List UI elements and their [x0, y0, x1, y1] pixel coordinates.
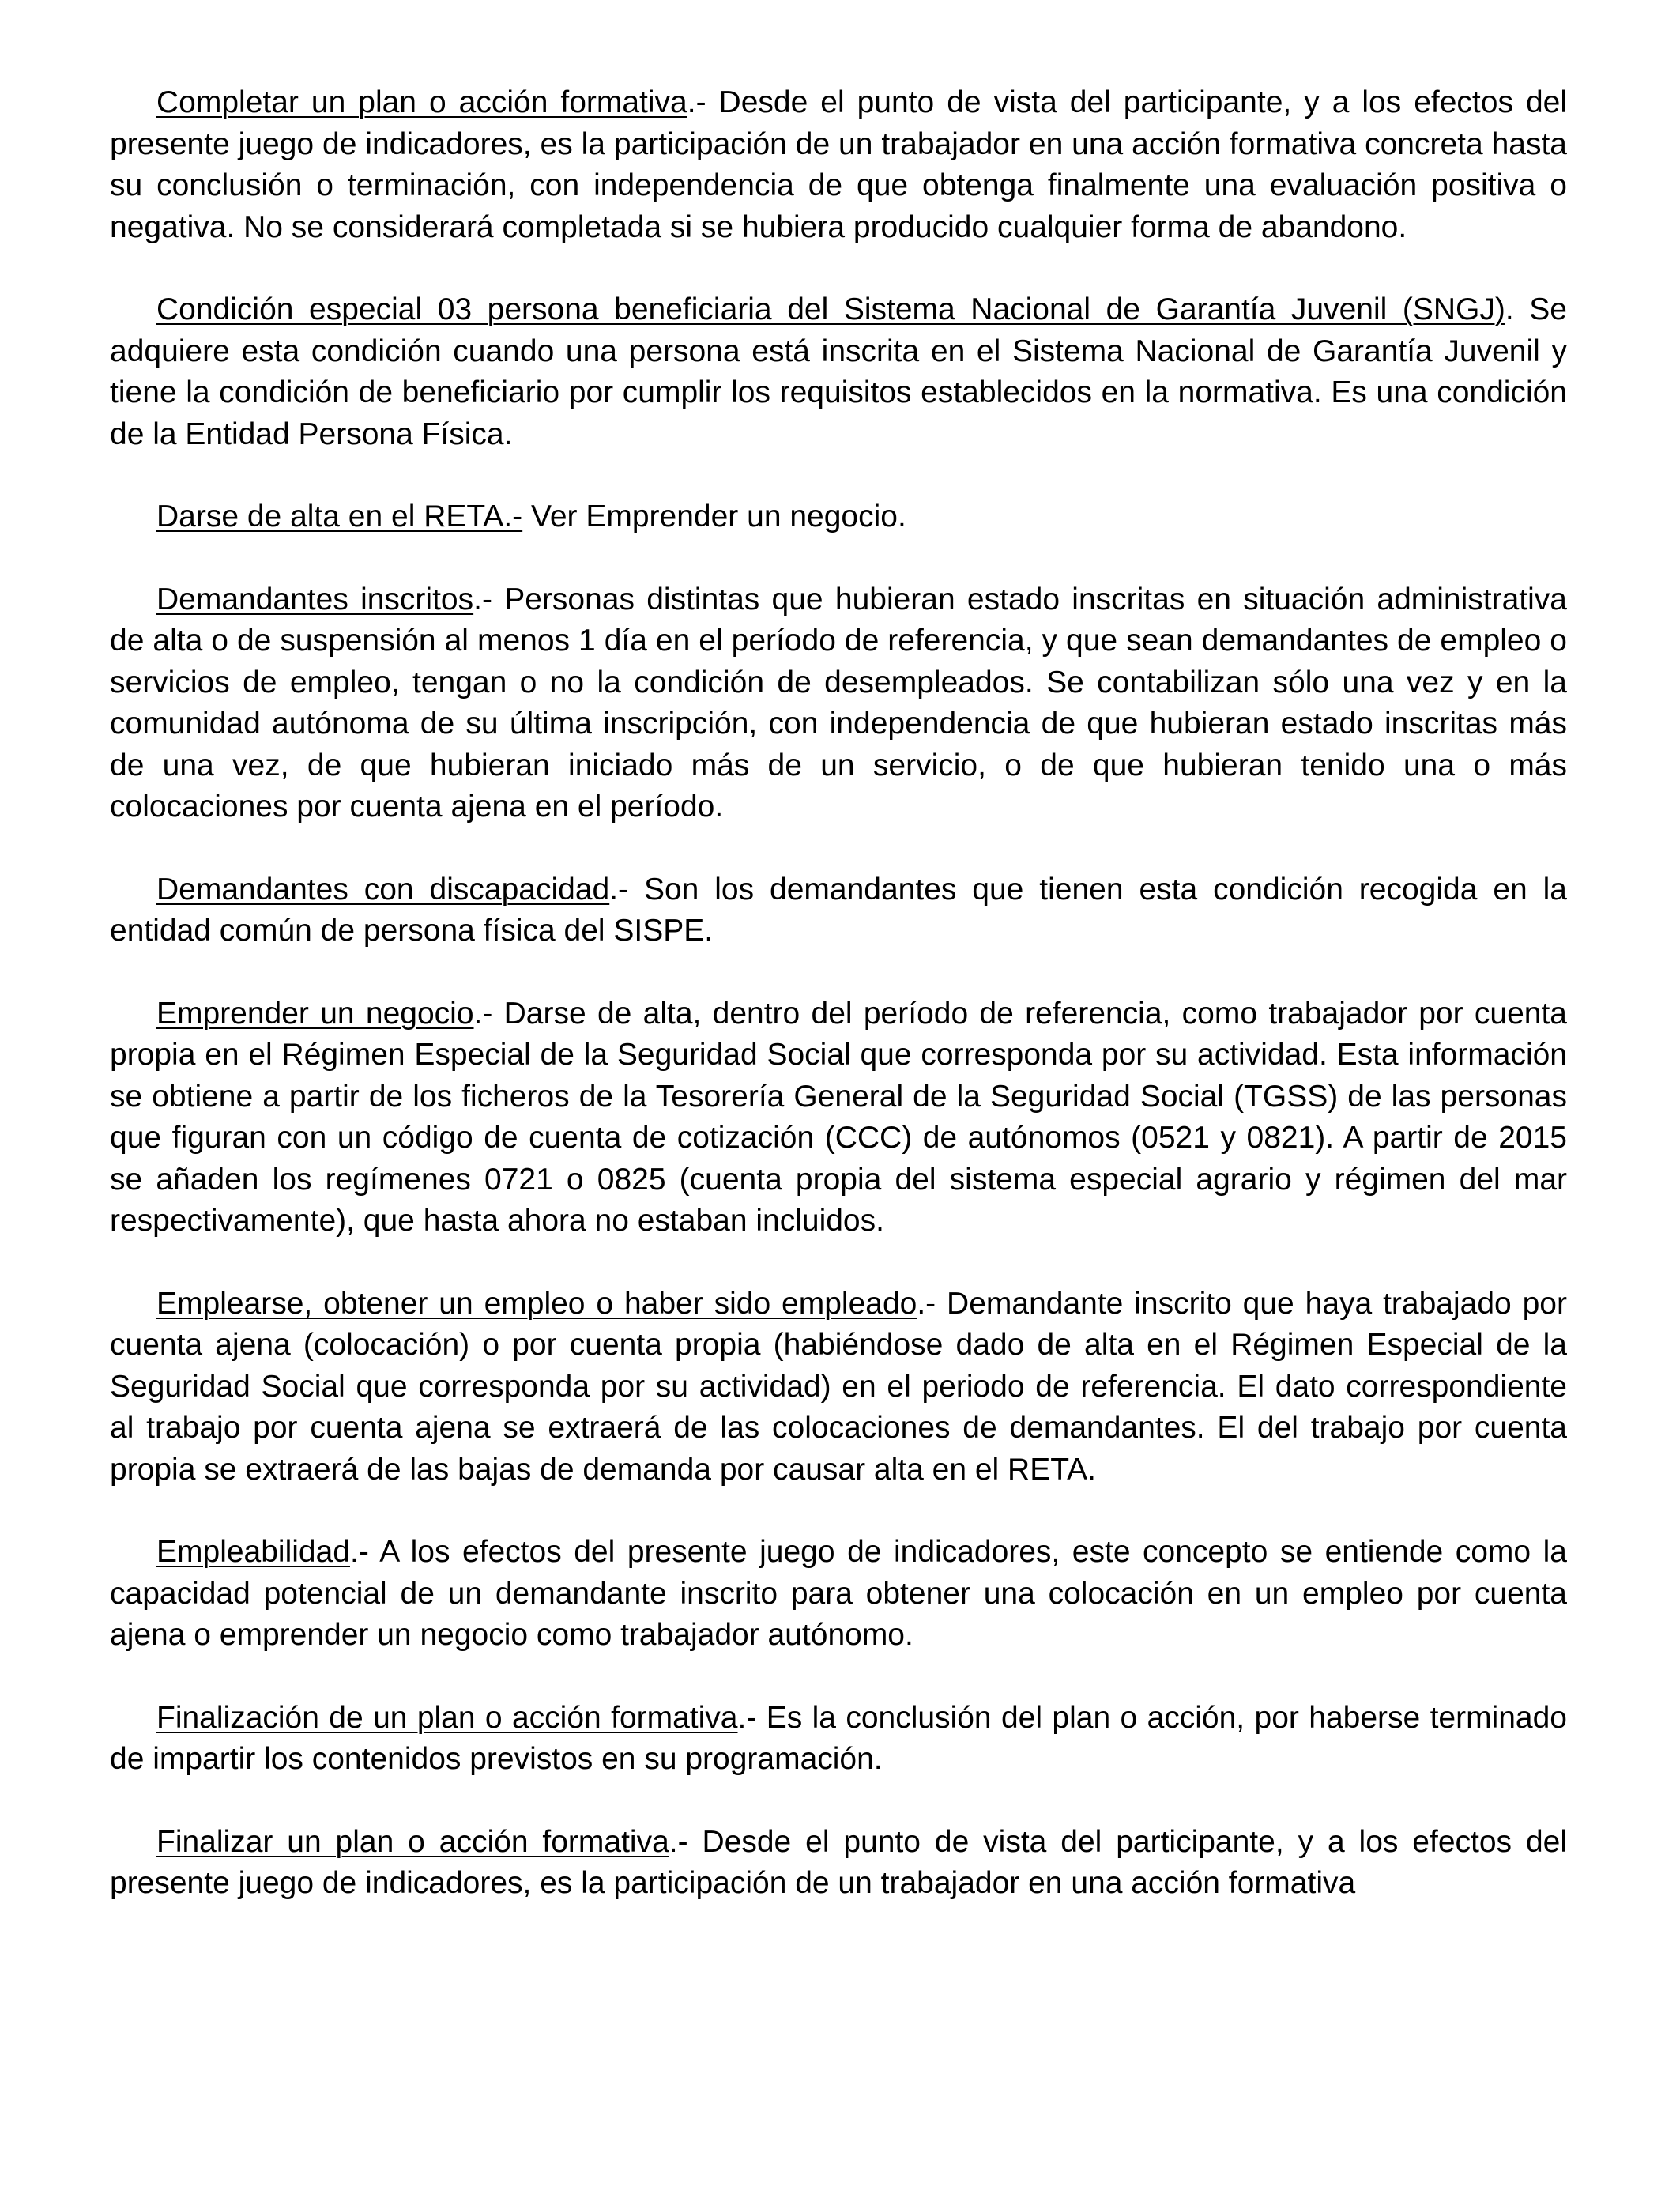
- definition-darse-de-alta-reta: [110, 496, 1567, 538]
- definition-demandantes-inscritos: [110, 579, 1567, 828]
- document-page: [110, 82, 1567, 1946]
- term-label: Emplearse, obtener un empleo o haber sido empleado: [156, 1286, 917, 1321]
- definition-emplearse: [110, 1284, 1567, 1491]
- term-label: Empleabilidad: [156, 1535, 350, 1569]
- term-label: Condición especial 03 persona beneficiaria del Sistema Nacional de Garantía Juvenil (SNGJ): [156, 292, 1505, 326]
- definition-finalizar-plan: [110, 1822, 1567, 1905]
- term-label: Finalizar un plan o acción formativa: [156, 1824, 669, 1859]
- definition-text: .- Darse de alta, dentro del período de referencia, como trabajador por cuenta propia en el Régimen Especial de la Seguridad Social que corresponda por su actividad. Esta información se obtiene a partir de los ficheros de la Tesorería General de la Seguridad Social (TGSS) de las personas que figuran con un código de cuenta de cotización (CCC) de autónomos (0521 y 0821). A partir de 2015 se añaden los regímenes 0721 o 0825 (cuenta propia del sistema especial agrario y régimen del mar respectivamente), que hasta ahora no estaban incluidos.: [110, 996, 1567, 1238]
- definition-text: .- Demandante inscrito que haya trabajado por cuenta ajena (colocación) o por cuenta propia (habiéndose dado de alta en el Régimen Especial de la Seguridad Social que corresponda por su actividad) en el periodo de referencia. El dato correspondiente al trabajo por cuenta ajena se extraerá de las colocaciones de demandantes. El del trabajo por cuenta propia se extraerá de las bajas de demanda por causar alta en el RETA.: [110, 1286, 1567, 1487]
- term-label: Finalización de un plan o acción formativa: [156, 1700, 738, 1735]
- definition-text: Ver Emprender un negocio.: [522, 499, 906, 533]
- term-label: Darse de alta en el RETA.-: [156, 499, 523, 533]
- term-label: Emprender un negocio: [156, 996, 474, 1031]
- term-label: Completar un plan o acción formativa: [156, 85, 687, 119]
- definition-text: .- Es la conclusión del plan o acción, por haberse terminado de impartir los contenidos previstos en su programación.: [110, 1700, 1568, 1776]
- definition-text: . Se adquiere esta condición cuando una persona está inscrita en el Sistema Nacional de Garantía Juvenil y tiene la condición de beneficiario por cumplir los requisitos establecidos en la normativa. Es una condición de la Entidad Persona Física.: [110, 292, 1567, 451]
- definition-text: .- Son los demandantes que tienen esta condición recogida en la entidad común de persona física del SISPE.: [110, 872, 1567, 948]
- term-label: Demandantes con discapacidad: [156, 872, 610, 907]
- definition-text: .- Desde el punto de vista del participante, y a los efectos del presente juego de indicadores, es la participación de un trabajador en una acción formativa: [110, 1824, 1567, 1900]
- definition-text: .- Personas distintas que hubieran estado inscritas en situación administrativa de alta o de suspensión al menos 1 día en el período de referencia, y que sean demandantes de empleo o servicios de empleo, tengan o no la condición de desempleados. Se contabilizan sólo una vez y en la comunidad autónoma de su última inscripción, con independencia de que hubieran estado inscritas más de una vez, de que hubieran iniciado más de un servicio, o de que hubieran tenido una o más colocaciones por cuenta ajena en el período.: [110, 582, 1567, 824]
- definition-text: .- A los efectos del presente juego de indicadores, este concepto se entiende como la capacidad potencial de un demandante inscrito para obtener una colocación en un empleo por cuenta ajena o emprender un negocio como trabajador autónomo.: [110, 1535, 1567, 1652]
- definition-text: .- Desde el punto de vista del participante, y a los efectos del presente juego de indicadores, es la participación de un trabajador en una acción formativa concreta hasta su conclusión o terminación, con independencia de que obtenga finalmente una evaluación positiva o negativa. No se considerará completada si se hubiera producido cualquier forma de abandono.: [110, 85, 1567, 244]
- definition-completar-plan: [110, 82, 1567, 248]
- definition-demandantes-discapacidad: [110, 869, 1567, 952]
- definition-finalizacion-plan: [110, 1698, 1567, 1781]
- definition-empleabilidad: [110, 1532, 1567, 1657]
- definition-condicion-especial-03: [110, 289, 1567, 455]
- definition-emprender-negocio: [110, 993, 1567, 1242]
- term-label: Demandantes inscritos: [156, 582, 474, 616]
